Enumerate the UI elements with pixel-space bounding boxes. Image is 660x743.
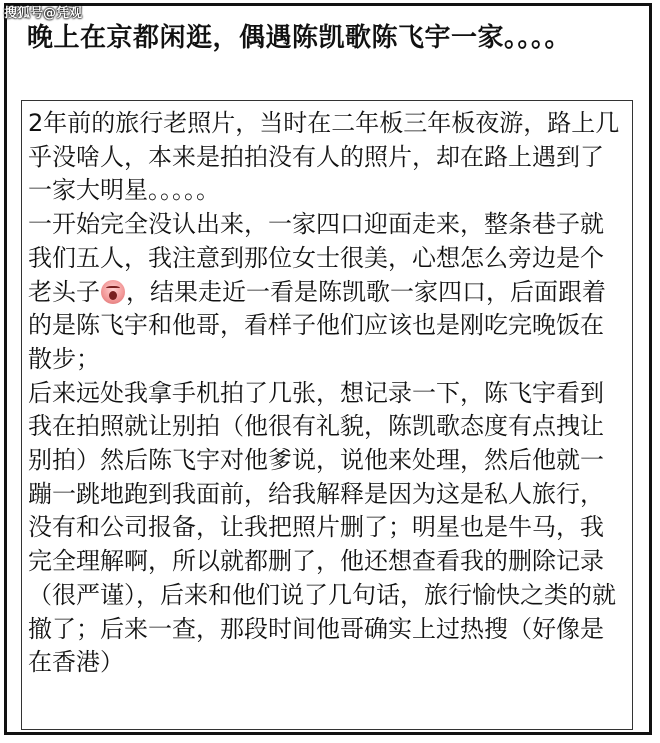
paragraph-intro: 2年前的旅行老照片，当时在二年板三年板夜游，路上几乎没啥人，本来是拍拍没有人的照片，却在路上遇到了一家大明星。。。。。: [28, 109, 620, 205]
post-body: [21, 100, 633, 730]
post-card: [4, 3, 652, 735]
paragraph-photo-story: 后来远处我拿手机拍了几张，想记录一下，陈飞宇看到我在拍照就让别拍（他很有礼貌，陈凯歌态度有点拽让别拍）然后陈飞宇对他爹说，说他来处理，然后他就一蹦一跳地跑到我面前，给我解释是因为这是私人旅行，没有和公司报备，让我把照片删了；明星也是牛马，我完全理解啊，所以就都删了，他还想查看我的删除记录（很严谨），后来和他们说了几句话，旅行愉快之类的就撤了；后来一查，那段时间他哥确实上过热搜（好像是在香港）: [28, 378, 616, 677]
paragraph-encounter: [28, 208, 626, 377]
post-title: 晚上在京都闲逛，偶遇陈凯歌陈飞宇一家。。。。: [27, 23, 572, 53]
watermark: 搜狐号@凭观: [4, 6, 83, 21]
paragraph-encounter-part2: ，结果走近一看是陈凯歌一家四口，后面跟着的是陈飞宇和他哥，看样子他们应该也是刚吃完晚饭在散步；: [28, 277, 606, 373]
shocked-face-emoji-icon: [101, 280, 125, 304]
paragraph-encounter-part1: 一开始完全没认出来，一家四口迎面走来，整条巷子就我们五人，我注意到那位女士很美，心想怎么旁边是个老头子: [28, 210, 604, 306]
